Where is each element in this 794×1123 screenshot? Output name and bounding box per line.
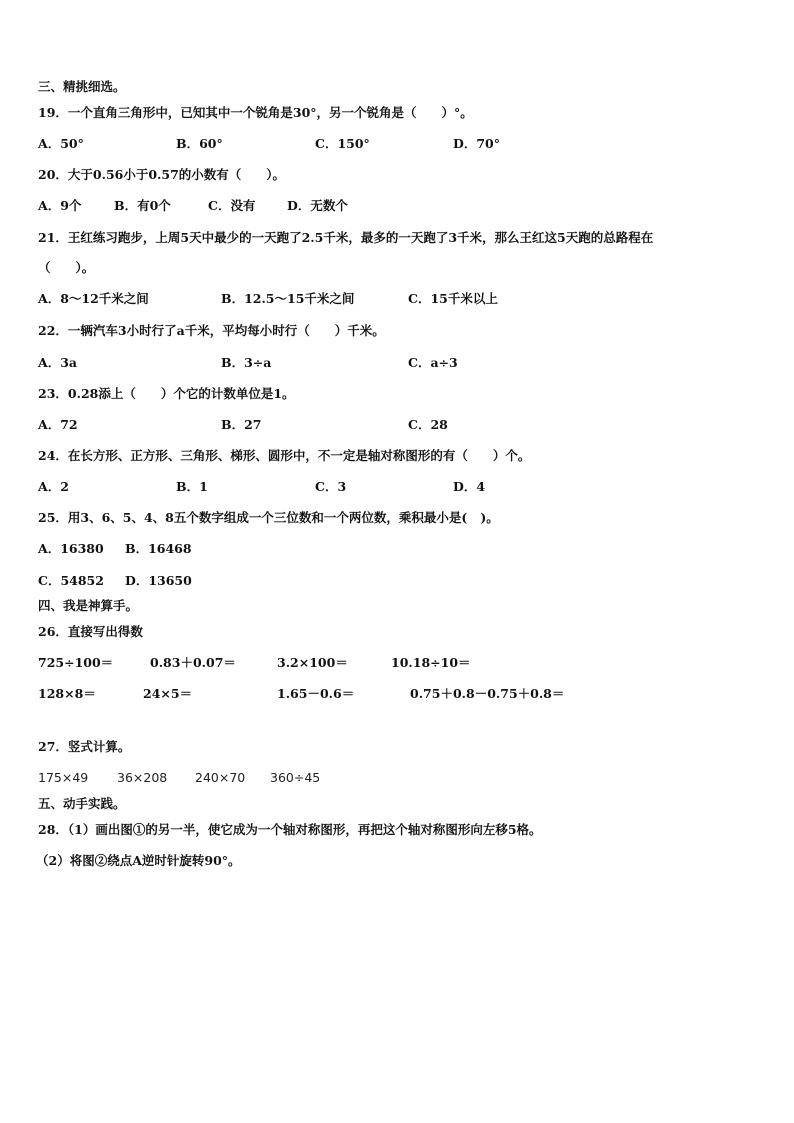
calc-item: 128×8＝ <box>38 686 96 701</box>
question-28-part-2: （2）将图②绕点A逆时针旋转90°。 <box>36 853 241 868</box>
option-c: C．a÷3 <box>408 355 458 370</box>
section-5-title: 五、动手实践。 <box>38 796 126 811</box>
option-b: B．3÷a <box>221 355 272 370</box>
vertical-calc-item: 175×49 <box>38 770 89 785</box>
question-21-stem-line-2: （ ）。 <box>38 260 95 275</box>
question-19-stem: 19．一个直角三角形中，已知其中一个锐角是30°，另一个锐角是（ ）°。 <box>38 105 473 120</box>
section-3-title: 三、精挑细选。 <box>38 79 126 94</box>
option-b: B．27 <box>221 417 262 432</box>
question-28-part-1: 28．（1）画出图①的另一半，使它成为一个轴对称图形，再把这个轴对称图形向左移5格。 <box>38 822 542 837</box>
option-a: A．8～12千米之间 <box>38 291 149 306</box>
question-21-stem-line-1: 21．王红练习跑步，上周5天中最少的一天跑了2.5千米，最多的一天跑了3千米，那么王红这5天跑的总路程在 <box>38 230 654 245</box>
calc-item: 725÷100＝ <box>38 655 114 670</box>
vertical-calc-item: 360÷45 <box>270 770 321 785</box>
calc-item: 10.18÷10＝ <box>391 655 471 670</box>
calc-item: 24×5＝ <box>143 686 193 701</box>
option-b: B．16468 <box>125 541 192 556</box>
option-c: C．3 <box>315 479 347 494</box>
option-b: B．有0个 <box>114 198 171 213</box>
option-c: C．没有 <box>208 198 256 213</box>
question-23-stem: 23．0.28添上（ ）个它的计数单位是1。 <box>38 386 295 401</box>
question-25-stem: 25．用3、6、5、4、8五个数字组成一个三位数和一个两位数，乘积最小是( )。 <box>38 510 499 525</box>
calc-item: 0.75＋0.8－0.75＋0.8＝ <box>410 686 565 701</box>
option-d: D．4 <box>453 479 486 494</box>
option-c: C．28 <box>408 417 448 432</box>
option-c: C．54852 <box>38 573 104 588</box>
option-d: D．无数个 <box>287 198 348 213</box>
option-d: D．70° <box>453 136 500 151</box>
option-d: D．13650 <box>125 573 192 588</box>
option-a: A．3a <box>38 355 77 370</box>
option-a: A．72 <box>38 417 78 432</box>
question-24-stem: 24．在长方形、正方形、三角形、梯形、圆形中，不一定是轴对称图形的有（ ）个。 <box>38 448 531 463</box>
question-26-stem: 26．直接写出得数 <box>38 624 143 639</box>
question-22-stem: 22．一辆汽车3小时行了a千米，平均每小时行（ ）千米。 <box>38 323 385 338</box>
calc-item: 3.2×100＝ <box>277 655 348 670</box>
option-b: B．1 <box>176 479 208 494</box>
question-27-stem: 27．竖式计算。 <box>38 739 131 754</box>
vertical-calc-item: 240×70 <box>195 770 246 785</box>
question-20-stem: 20．大于0.56小于0.57的小数有（ ）。 <box>38 167 286 182</box>
option-c: C．15千米以上 <box>408 291 498 306</box>
calc-item: 0.83＋0.07＝ <box>150 655 236 670</box>
option-a: A．16380 <box>38 541 104 556</box>
option-c: C．150° <box>315 136 370 151</box>
option-a: A．9个 <box>38 198 82 213</box>
section-4-title: 四、我是神算手。 <box>38 598 139 613</box>
option-a: A．50° <box>38 136 84 151</box>
option-b: B．12.5～15千米之间 <box>221 291 355 306</box>
option-a: A．2 <box>38 479 69 494</box>
vertical-calc-item: 36×208 <box>117 770 168 785</box>
option-b: B．60° <box>176 136 223 151</box>
calc-item: 1.65－0.6＝ <box>277 686 355 701</box>
